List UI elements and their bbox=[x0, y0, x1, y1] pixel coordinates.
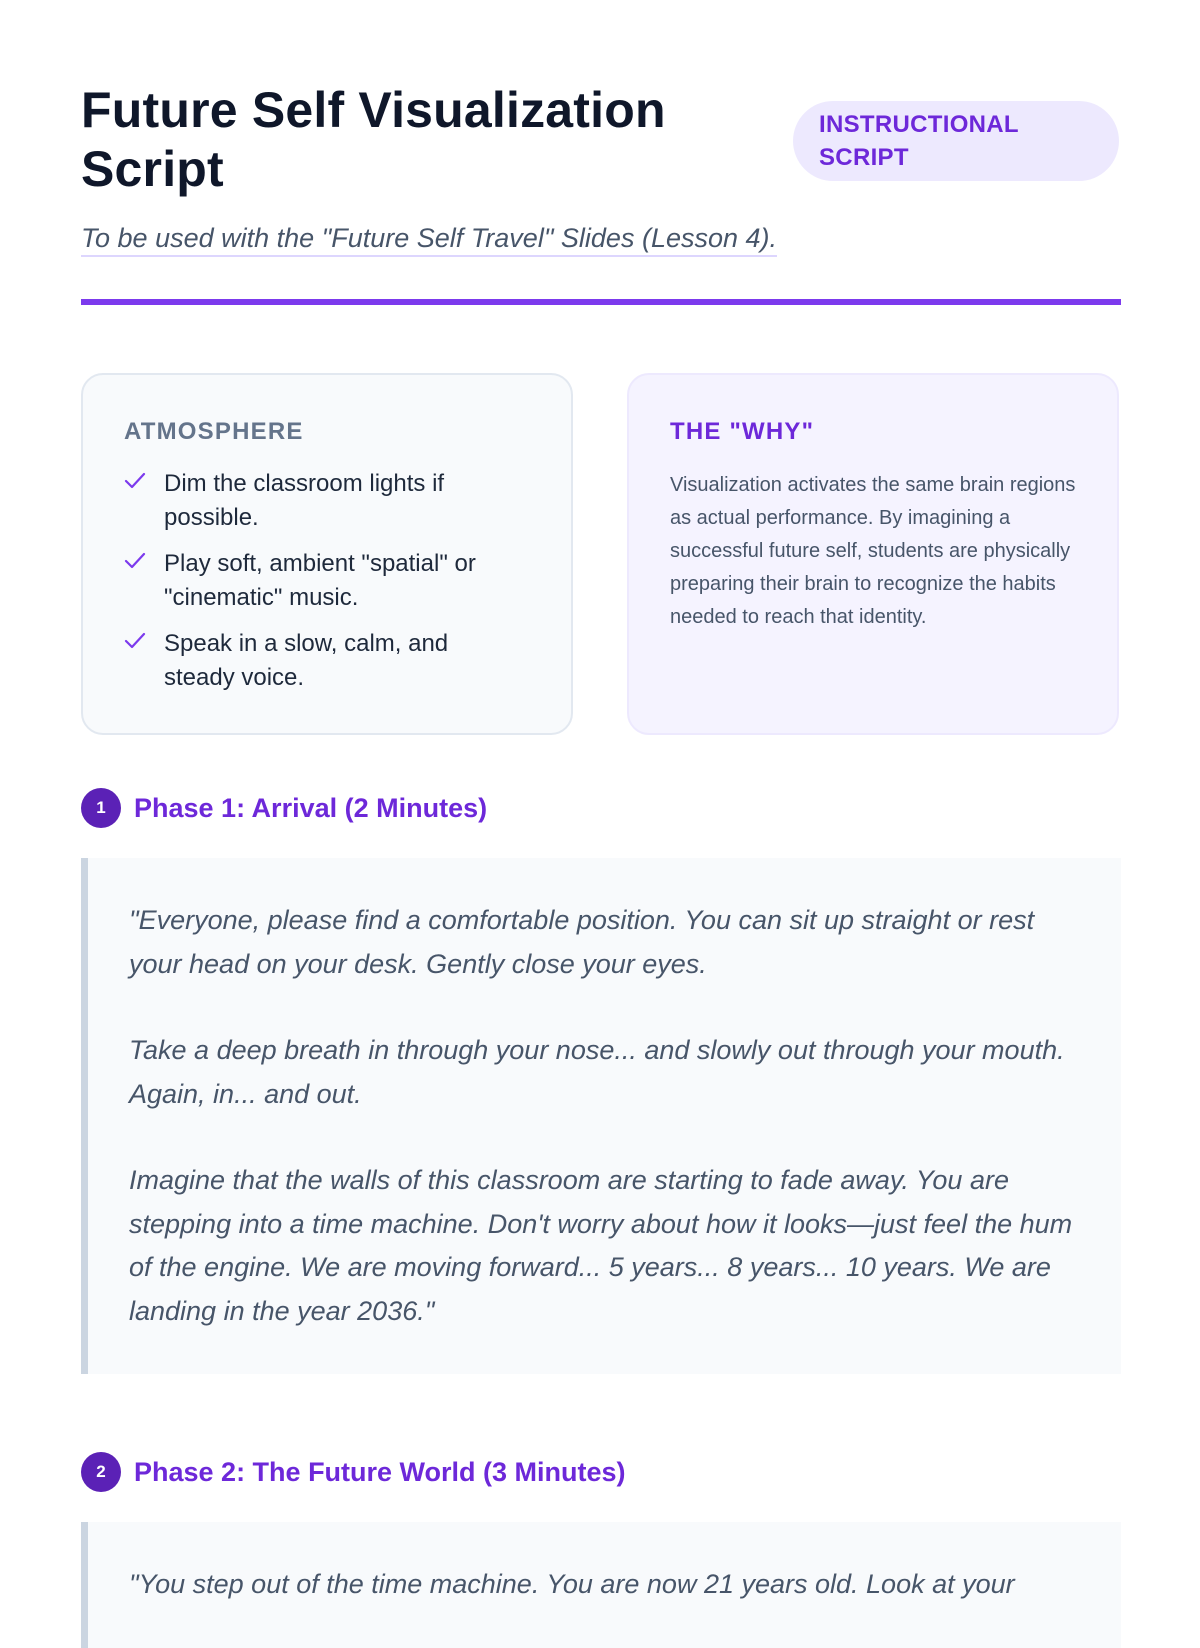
document-title: Future Self Visualization Script bbox=[81, 82, 666, 197]
document-subtitle: To be used with the "Future Self Travel" Slides (Lesson 4). bbox=[81, 221, 777, 257]
phase-1-section bbox=[81, 788, 1119, 1374]
phase-2-section bbox=[81, 1452, 1119, 1648]
check-icon bbox=[124, 631, 152, 651]
why-heading: THE "WHY" bbox=[670, 418, 815, 445]
header-divider bbox=[81, 299, 1121, 305]
script-block bbox=[81, 1522, 1121, 1648]
checklist-item-text: Speak in a slow, calm, and steady voice. bbox=[164, 630, 449, 691]
document-type-badge: INSTRUCTIONAL SCRIPT bbox=[793, 101, 1119, 181]
phase-title: Phase 2: The Future World (3 Minutes) bbox=[134, 1457, 626, 1487]
atmosphere-card bbox=[81, 373, 573, 735]
check-icon bbox=[124, 551, 152, 571]
atmosphere-checklist bbox=[124, 467, 531, 695]
phase-title: Phase 1: Arrival (2 Minutes) bbox=[134, 793, 488, 823]
why-text: Visualization activates the same brain regions as actual performance. By imagining a successful future self, students are physically preparing their brain to recognize the habits needed to reach that identity. bbox=[670, 474, 1076, 628]
script-paragraph: "Everyone, please find a comfortable position. You can sit up straight or rest your head on your desk. Gently close your eyes. bbox=[129, 905, 1035, 979]
script-paragraph: "You step out of the time machine. You are now 21 years old. Look at your bbox=[129, 1569, 1015, 1599]
phase-number-badge: 1 bbox=[81, 788, 121, 828]
checklist-item bbox=[124, 627, 531, 695]
checklist-item bbox=[124, 547, 531, 615]
why-card bbox=[627, 373, 1119, 735]
script-paragraph: Take a deep breath in through your nose... and slowly out through your mouth. Again, in... and out. bbox=[129, 1035, 1065, 1109]
phase-heading-row bbox=[81, 1452, 1119, 1492]
script-paragraph: Imagine that the walls of this classroom are starting to fade away. You are stepping into a time machine. Don't worry about how it looks—just feel the hum of the engine. We are moving forward... 5 years... 8 years... 10 years. We are landing in the year 2036." bbox=[129, 1165, 1073, 1326]
header-row bbox=[81, 81, 1119, 199]
atmosphere-heading: ATMOSPHERE bbox=[124, 418, 304, 445]
phase-number-badge: 2 bbox=[81, 1452, 121, 1492]
check-icon bbox=[124, 471, 152, 491]
document-header bbox=[81, 81, 1119, 305]
script-block bbox=[81, 858, 1121, 1374]
checklist-item bbox=[124, 467, 531, 535]
checklist-item-text: Dim the classroom lights if possible. bbox=[164, 470, 445, 531]
info-cards bbox=[81, 373, 1119, 735]
phase-heading-row bbox=[81, 788, 1119, 828]
checklist-item-text: Play soft, ambient "spatial" or "cinematic" music. bbox=[164, 550, 476, 611]
